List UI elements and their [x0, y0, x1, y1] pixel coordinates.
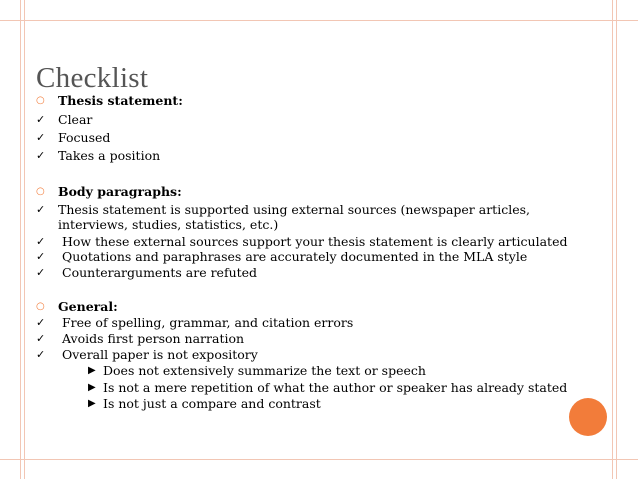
list-item: Takes a position: [58, 148, 161, 163]
frame-line-bottom: [0, 459, 638, 460]
checkmark-icon: ✓: [36, 348, 46, 361]
list-item: Counterarguments are refuted: [62, 265, 258, 280]
circle-bullet-icon: ○: [36, 301, 45, 312]
checkmark-icon: ✓: [36, 332, 46, 345]
checkmark-icon: ✓: [36, 316, 46, 329]
sub-list-item: Does not extensively summarize the text or speech: [103, 363, 426, 378]
circle-bullet-icon: ○: [36, 186, 45, 197]
list-item: Free of spelling, grammar, and citation errors: [62, 315, 354, 330]
decorative-orange-circle: [569, 398, 607, 436]
list-item: Avoids first person narration: [62, 331, 245, 346]
list-item: Overall paper is not expository: [62, 347, 258, 362]
list-item: Thesis statement is supported using external sources (newspaper articles, interviews, studies, statistics, etc.): [58, 202, 530, 232]
checkmark-icon: ✓: [36, 250, 46, 263]
checkmark-icon: ✓: [36, 113, 46, 126]
frame-line-left-outer: [20, 0, 21, 479]
triangle-bullet-icon: ▶: [88, 365, 96, 376]
checkmark-icon: ✓: [36, 266, 46, 279]
checkmark-icon: ✓: [36, 235, 46, 248]
list-item: Quotations and paraphrases are accurately documented in the MLA style: [62, 249, 528, 264]
frame-line-left-inner: [24, 0, 25, 479]
slide-title: Checklist: [36, 62, 149, 94]
section-heading-general: General:: [58, 299, 118, 314]
checkmark-icon: ✓: [36, 149, 46, 162]
circle-bullet-icon: ○: [36, 95, 45, 106]
triangle-bullet-icon: ▶: [88, 382, 96, 393]
list-item: Focused: [58, 130, 111, 145]
triangle-bullet-icon: ▶: [88, 398, 96, 409]
frame-line-right-outer: [616, 0, 617, 479]
list-item: Clear: [58, 112, 93, 127]
section-heading-thesis: Thesis statement:: [58, 93, 183, 108]
checkmark-icon: ✓: [36, 203, 46, 216]
frame-line-right-inner: [612, 0, 613, 479]
sub-list-item: Is not a mere repetition of what the author or speaker has already stated: [103, 380, 568, 395]
checkmark-icon: ✓: [36, 131, 46, 144]
section-heading-body: Body paragraphs:: [58, 184, 182, 199]
frame-line-top: [0, 20, 638, 21]
list-item: How these external sources support your thesis statement is clearly articulated: [62, 234, 568, 249]
sub-list-item: Is not just a compare and contrast: [103, 396, 321, 411]
